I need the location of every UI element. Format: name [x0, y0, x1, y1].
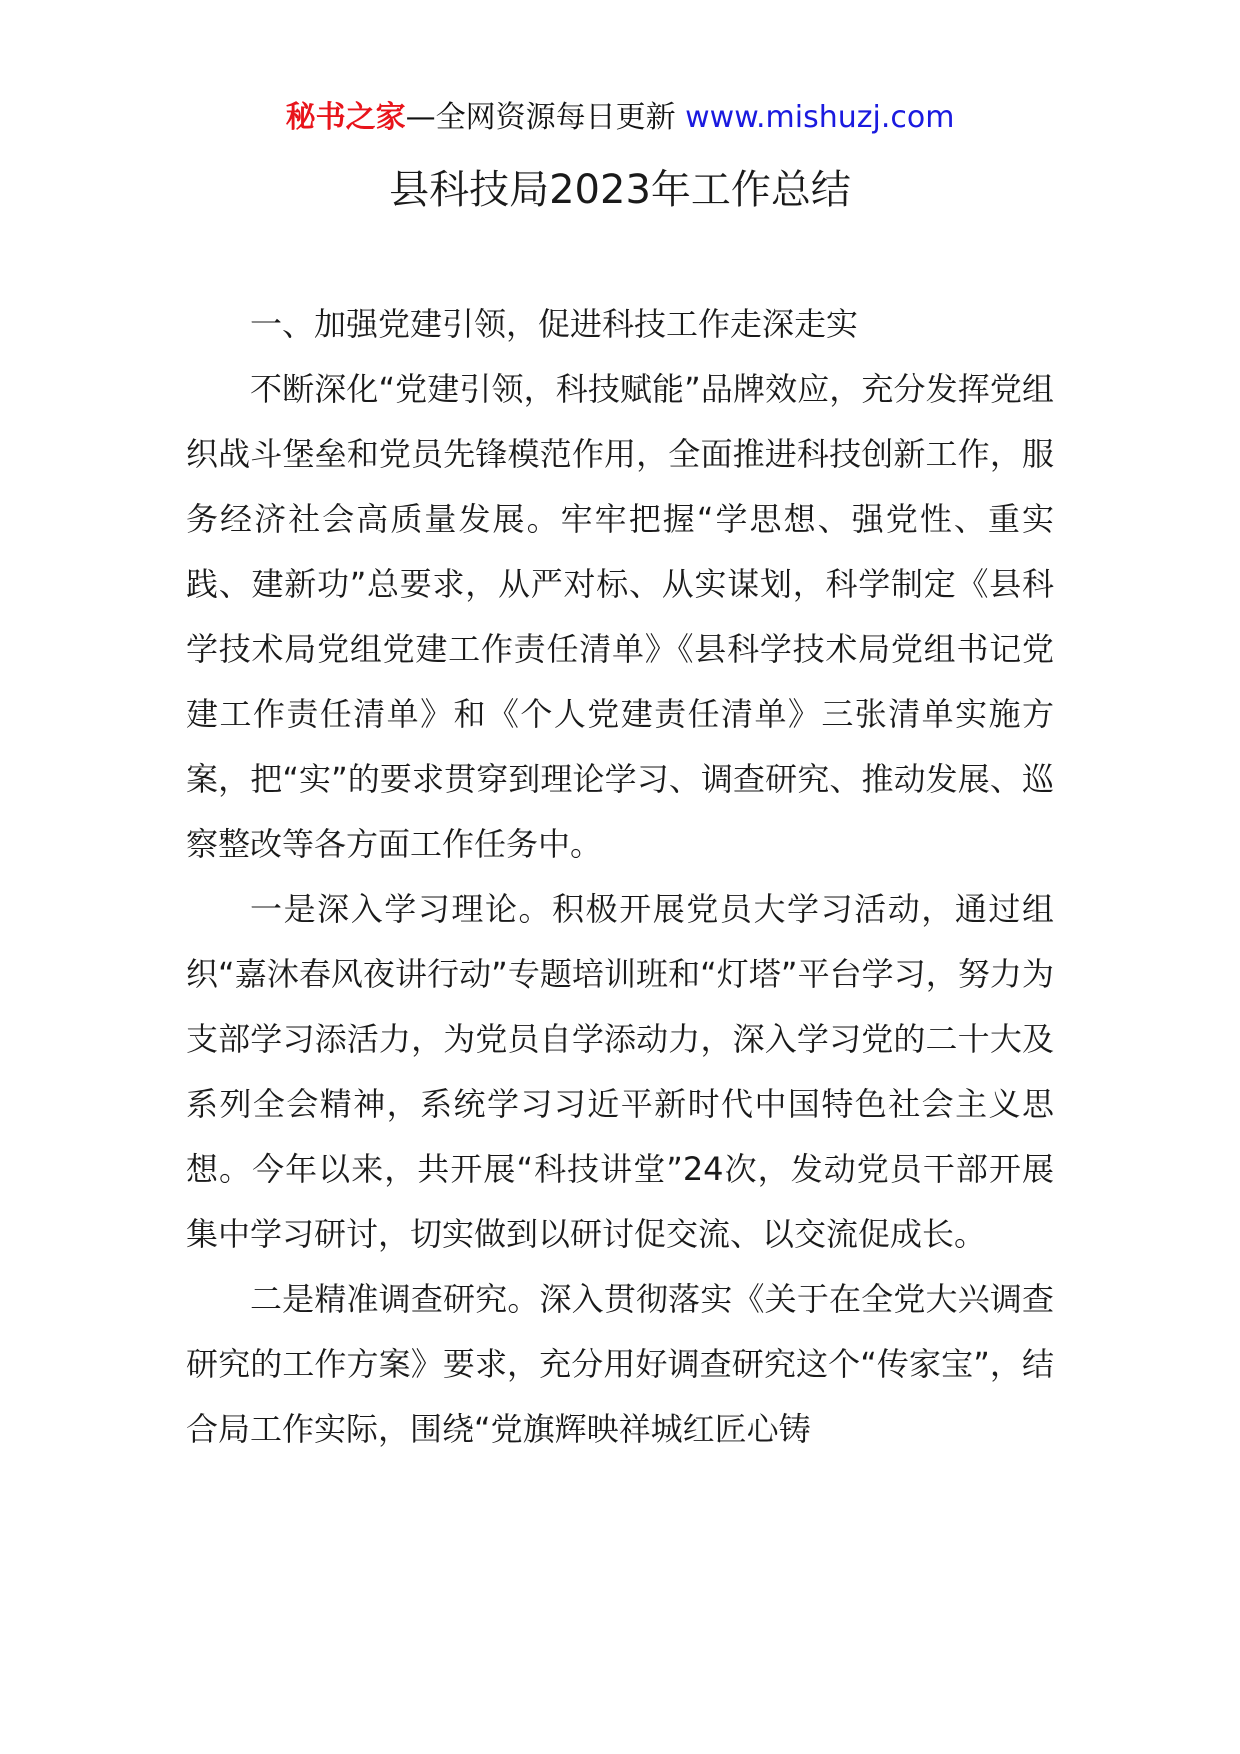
paragraph: 二是精准调查研究。深入贯彻落实《关于在全党大兴调查研究的工作方案》要求，充分用好调查研究这个“传家宝”，结合局工作实际，围绕“党旗辉映祥城红匠心铸 [186, 1280, 1054, 1448]
document-body [186, 292, 1054, 1462]
watermark-header [0, 98, 1240, 138]
document-title: 县科技局2023年工作总结 [389, 167, 851, 213]
brand-name: 秘书之家 [285, 100, 406, 135]
paragraph: 不断深化“党建引领，科技赋能”品牌效应，充分发挥党组织战斗堡垒和党员先锋模范作用，全面推进科技创新工作，服务经济社会高质量发展。牢牢把握“学思想、强党性、重实践、建新功”总要求，从严对标、从实谋划，科学制定《县科学技术局党组党建工作责任清单》《县科学技术局党组书记党建工作责任清单》和《个人党建责任清单》三张清单实施方案，把“实”的要求贯穿到理论学习、调查研究、推动发展、巡察整改等各方面工作任务中。 [186, 370, 1054, 863]
site-url-link[interactable]: www.mishuzj.com [685, 100, 955, 135]
section-heading: 一、加强党建引领，促进科技工作走深走实 [250, 305, 859, 343]
header-slogan: —全网资源每日更新 [405, 100, 676, 135]
paragraph: 一是深入学习理论。积极开展党员大学习活动，通过组织“嘉沐春风夜讲行动”专题培训班和“灯塔”平台学习，努力为支部学习添活力，为党员自学添动力，深入学习党的二十大及系列全会精神，系统学习习近平新时代中国特色社会主义思想。今年以来，共开展“科技讲堂”24次，发动党员干部开展集中学习研讨，切实做到以研讨促交流、以交流促成长。 [186, 890, 1054, 1253]
